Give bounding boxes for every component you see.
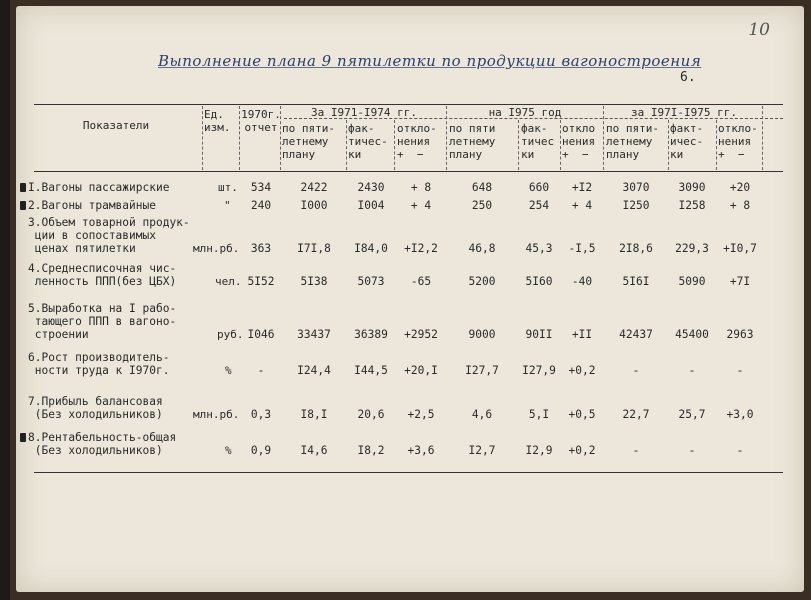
table-cell: - xyxy=(736,444,744,457)
col-sep xyxy=(716,120,717,170)
row-unit: млн.рб. xyxy=(193,408,240,421)
table-cell: +0,2 xyxy=(568,444,596,457)
table-cell: I8,2 xyxy=(357,444,385,457)
table-cell: +3,6 xyxy=(407,444,435,457)
table-cell: I258 xyxy=(678,199,706,212)
table-cell: +3,0 xyxy=(726,408,754,421)
table-cell: 46,8 xyxy=(468,242,496,255)
row-unit: шт. xyxy=(218,181,238,194)
table-cell: 9000 xyxy=(468,328,496,341)
table-cell: 22,7 xyxy=(622,408,650,421)
col-sep xyxy=(603,106,604,170)
table-cell: I2,7 xyxy=(468,444,496,457)
table-cell: 5I52 xyxy=(247,275,275,288)
row-unit: руб. xyxy=(217,328,244,341)
handwritten-title: Выполнение плана 9 пятилетки по продукции вагоностроения xyxy=(158,52,702,70)
table-cell: 5073 xyxy=(357,275,385,288)
table-cell: - xyxy=(688,364,696,377)
binding-edge xyxy=(0,0,10,600)
table-cell: -40 xyxy=(571,275,593,288)
table-cell: 5090 xyxy=(678,275,706,288)
table-cell: 648 xyxy=(471,181,493,194)
row-label: 6.Рост производитель- ности труда к I970г. xyxy=(28,351,170,377)
table-number: 6. xyxy=(680,70,696,85)
table-cell: +0,5 xyxy=(568,408,596,421)
table-cell: 2I8,6 xyxy=(619,242,653,255)
col-sep xyxy=(560,120,561,170)
table-cell: - xyxy=(688,444,696,457)
table-cell: +20,I xyxy=(404,364,438,377)
table-cell: +7I xyxy=(729,275,751,288)
table-cell: 5I6I xyxy=(622,275,650,288)
table-cell: I7I,8 xyxy=(297,242,331,255)
subheader-plan: по пяти- летнему плану xyxy=(282,122,335,161)
table-cell: 0,9 xyxy=(250,444,272,457)
margin-mark xyxy=(20,183,26,192)
table-cell: + 4 xyxy=(410,199,432,212)
table-cell: 250 xyxy=(471,199,493,212)
table-cell: 229,3 xyxy=(675,242,709,255)
margin-mark xyxy=(20,201,26,210)
subheader-plan-1971-1975: по пяти- летнему плану xyxy=(606,122,659,161)
table-cell: - xyxy=(632,444,640,457)
table-cell: +0,2 xyxy=(568,364,596,377)
table-cell: +2952 xyxy=(404,328,438,341)
table-bottom-rule xyxy=(34,472,783,473)
row-unit: % xyxy=(225,364,232,377)
table-cell: 25,7 xyxy=(678,408,706,421)
row-label: 4.Среднесписочная чис- ленность ППП(без ЦБХ) xyxy=(28,262,177,288)
table-cell: I24,4 xyxy=(297,364,331,377)
table-cell: 534 xyxy=(250,181,272,194)
row-unit: млн.рб. xyxy=(193,242,240,255)
col-sep xyxy=(394,120,395,170)
table-cell: 90II xyxy=(525,328,553,341)
table-cell: +I2,2 xyxy=(404,242,438,255)
table-cell: +I0,7 xyxy=(723,242,757,255)
table-cell: 45400 xyxy=(675,328,709,341)
table-cell: I84,0 xyxy=(354,242,388,255)
table-cell: I2,9 xyxy=(525,444,553,457)
table-cell: 3090 xyxy=(678,181,706,194)
header-unit: Ед. изм. xyxy=(204,108,231,134)
header-1970: 1970г. отчет xyxy=(241,108,281,134)
row-label: 2.Вагоны трамвайные xyxy=(28,199,156,212)
header-group-1975: на I975 год xyxy=(488,106,562,119)
table-cell: -I,5 xyxy=(568,242,596,255)
table-cell: 42437 xyxy=(619,328,653,341)
col-sep xyxy=(668,120,669,170)
table-cell: - xyxy=(736,364,744,377)
header-bottom-rule xyxy=(34,171,783,172)
table-cell: 3070 xyxy=(622,181,650,194)
table-cell: 33437 xyxy=(297,328,331,341)
table-cell: I4,6 xyxy=(300,444,328,457)
table-cell: 2963 xyxy=(726,328,754,341)
row-label: 8.Рентабельность-общая (Без холодильников) xyxy=(28,431,177,457)
subheader-deviation-1975: откло нения + − xyxy=(562,122,596,161)
table-cell: 36389 xyxy=(354,328,388,341)
table-cell: +II xyxy=(571,328,593,341)
table-cell: 0,3 xyxy=(250,408,272,421)
table-cell: +2,5 xyxy=(407,408,435,421)
col-sep xyxy=(346,120,347,170)
table-cell: 5200 xyxy=(468,275,496,288)
row-label: 7.Прибыль балансовая (Без холодильников) xyxy=(28,395,163,421)
subheader-plan-1975: по пяти летнему плану xyxy=(449,122,496,161)
table-cell: + 4 xyxy=(571,199,593,212)
col-sep xyxy=(446,106,447,170)
table-cell: I004 xyxy=(357,199,385,212)
subheader-fact: фак- тичес- ки xyxy=(348,122,388,161)
row-label: 5.Выработка на I рабо- тающего ППП в вагоно- строении xyxy=(28,302,177,341)
row-label: 3.Объем товарной продук- ции в сопоставимых ценах пятилетки xyxy=(28,216,190,255)
table-cell: 45,3 xyxy=(525,242,553,255)
table-top-rule xyxy=(34,104,783,105)
table-cell: 2430 xyxy=(357,181,385,194)
table-cell: + 8 xyxy=(729,199,751,212)
table-cell: 20,6 xyxy=(357,408,385,421)
col-sep xyxy=(202,106,203,170)
table-cell: 5I38 xyxy=(300,275,328,288)
table-cell: 363 xyxy=(250,242,272,255)
header-group-1971-1975: за I97I-I975 гг. xyxy=(631,106,737,119)
table-cell: I046 xyxy=(247,328,275,341)
table-cell: +20 xyxy=(729,181,751,194)
page-number: 10 xyxy=(748,20,770,40)
table-cell: I8,I xyxy=(300,408,328,421)
table-cell: -65 xyxy=(410,275,432,288)
document-page xyxy=(16,6,804,592)
table-cell: 660 xyxy=(528,181,550,194)
table-cell: 5,I xyxy=(528,408,550,421)
subheader-deviation: откло- нения + − xyxy=(397,122,437,161)
table-cell: 2422 xyxy=(300,181,328,194)
subheader-deviation-1971-1975: откло- нения + − xyxy=(718,122,758,161)
row-unit: чел. xyxy=(215,275,242,288)
table-cell: I44,5 xyxy=(354,364,388,377)
row-unit: % xyxy=(225,444,232,457)
table-cell: I000 xyxy=(300,199,328,212)
col-sep xyxy=(518,120,519,170)
table-cell: + 8 xyxy=(410,181,432,194)
table-cell: I27,9 xyxy=(522,364,556,377)
header-indicators: Показатели xyxy=(82,119,150,132)
table-cell: 254 xyxy=(528,199,550,212)
table-cell: I27,7 xyxy=(465,364,499,377)
table-cell: +I2 xyxy=(571,181,593,194)
table-cell: I250 xyxy=(622,199,650,212)
table-cell: - xyxy=(632,364,640,377)
subheader-fact-1971-1975: факт- ичес- ки xyxy=(670,122,704,161)
row-label: I.Вагоны пассажирские xyxy=(28,181,170,194)
margin-mark xyxy=(20,433,26,442)
table-cell: - xyxy=(257,364,265,377)
table-cell: 5I60 xyxy=(525,275,553,288)
subheader-fact-1975: фак- тичес ки xyxy=(521,122,555,161)
table-cell: 240 xyxy=(250,199,272,212)
header-group-1971-1974: За I971-I974 гг. xyxy=(311,106,417,119)
col-sep xyxy=(762,106,763,170)
row-unit: " xyxy=(224,199,231,212)
table-cell: 4,6 xyxy=(471,408,493,421)
